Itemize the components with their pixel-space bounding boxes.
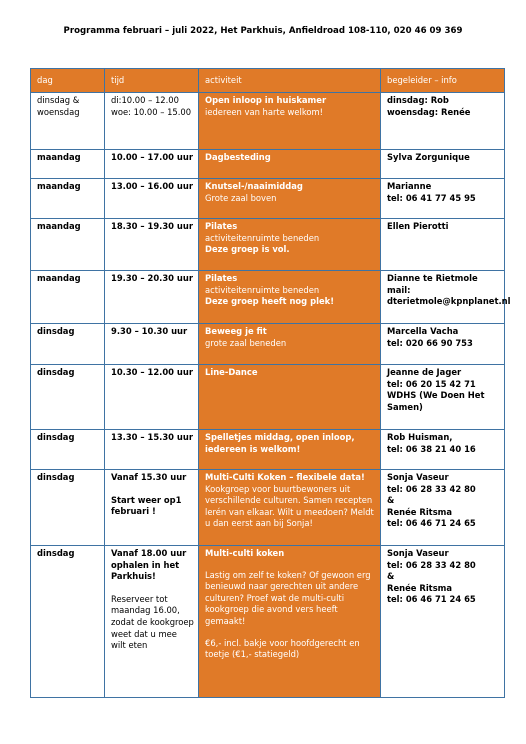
cell-tijd: Vanaf 18.00 uur ophalen in het Parkhuis! Reserveer tot maandag 16.00, zodat de kookgroep weet dat u mee wilt eten [105,546,199,698]
cell-tijd: 13.30 – 15.30 uur [105,430,199,470]
table-row [31,219,505,271]
cell-activiteit: Knutsel-/naaimiddag Grote zaal boven [199,179,381,219]
cell-dag: maandag [31,219,105,271]
header-begeleider: begeleider – info [381,69,505,93]
page-title: Programma februari – juli 2022, Het Parkhuis, Anfieldroad 108-110, 020 46 09 369 [63,26,463,36]
cell-activiteit: Beweeg je fit grote zaal beneden [199,324,381,365]
cell-activiteit: Spelletjes middag, open inloop, iedereen is welkom! [199,430,381,470]
cell-activiteit: Dagbesteding [199,150,381,179]
cell-tijd: 10.00 – 17.00 uur [105,150,199,179]
table-row [31,365,505,430]
cell-info: Dianne te Rietmole mail: dterietmole@kpnplanet.nl [381,271,505,324]
cell-tijd: Vanaf 15.30 uur Start weer op1 februari ! [105,470,199,546]
table-row [31,150,505,179]
cell-info: Rob Huisman, tel: 06 38 21 40 16 [381,430,505,470]
table-header-row [31,69,505,93]
cell-activiteit: Multi-culti koken Lastig om zelf te koken? Of gewoon erg benieuwd naar gerechten uit andere culturen? Proef wat de multi-culti kookgroep die avond vers heeft gemaakt! €6,- incl. bakje voor hoofdgerecht en toetje (€1,- statiegeld) [199,546,381,698]
cell-info: Sonja Vaseur tel: 06 28 33 42 80 & Renée Ritsma tel: 06 46 71 24 65 [381,546,505,698]
cell-activiteit: Pilates activiteitenruimte beneden Deze groep is vol. [199,219,381,271]
cell-info: dinsdag: Rob woensdag: Renée [381,93,505,150]
table-row [31,430,505,470]
cell-activiteit: Multi-Culti Koken – flexibele data! Kookgroep voor buurtbewoners uit verschillende culturen. Samen recepten lerén van elkaar. Wilt u meedoen? Meldt u dan eerst aan bij Sonja! [199,470,381,546]
cell-dag: maandag [31,179,105,219]
cell-dag: dinsdag [31,365,105,430]
header-activiteit: activiteit [199,69,381,93]
email-link[interactable]: dterietmole@kpnplanet.nl [387,296,511,307]
cell-tijd: 9.30 – 10.30 uur [105,324,199,365]
cell-dag: maandag [31,271,105,324]
header-dag: dag [31,69,105,93]
cell-tijd: 13.00 – 16.00 uur [105,179,199,219]
header-tijd: tijd [105,69,199,93]
cell-dag: dinsdag [31,470,105,546]
cell-tijd: 18.30 – 19.30 uur [105,219,199,271]
cell-info: Jeanne de Jager tel: 06 20 15 42 71 WDHS (We Doen Het Samen) [381,365,505,430]
cell-activiteit: Pilates activiteitenruimte beneden Deze groep heeft nog plek! [199,271,381,324]
cell-dag: dinsdag [31,546,105,698]
cell-info: Ellen Pierotti [381,219,505,271]
cell-info: Sonja Vaseur tel: 06 28 33 42 80 & Renée Ritsma tel: 06 46 71 24 65 [381,470,505,546]
cell-tijd: 19.30 – 20.30 uur [105,271,199,324]
cell-dag: dinsdag [31,324,105,365]
cell-tijd: 10.30 – 12.00 uur [105,365,199,430]
cell-activiteit: Line-Dance [199,365,381,430]
table-row [31,271,505,324]
cell-activiteit: Open inloop in huiskamer iedereen van harte welkom! [199,93,381,150]
cell-info: Marianne tel: 06 41 77 45 95 [381,179,505,219]
cell-dag: maandag [31,150,105,179]
cell-info: Sylva Zorgunique [381,150,505,179]
cell-dag: dinsdag [31,430,105,470]
cell-tijd: di:10.00 – 12.00 woe: 10.00 – 15.00 [105,93,199,150]
cell-dag: dinsdag & woensdag [31,93,105,150]
cell-info: Marcella Vacha tel: 020 66 90 753 [381,324,505,365]
table-row [31,324,505,365]
table-row [31,546,505,698]
table-row [31,179,505,219]
schedule-table [30,68,511,698]
table-row [31,470,505,546]
table-row [31,93,505,150]
